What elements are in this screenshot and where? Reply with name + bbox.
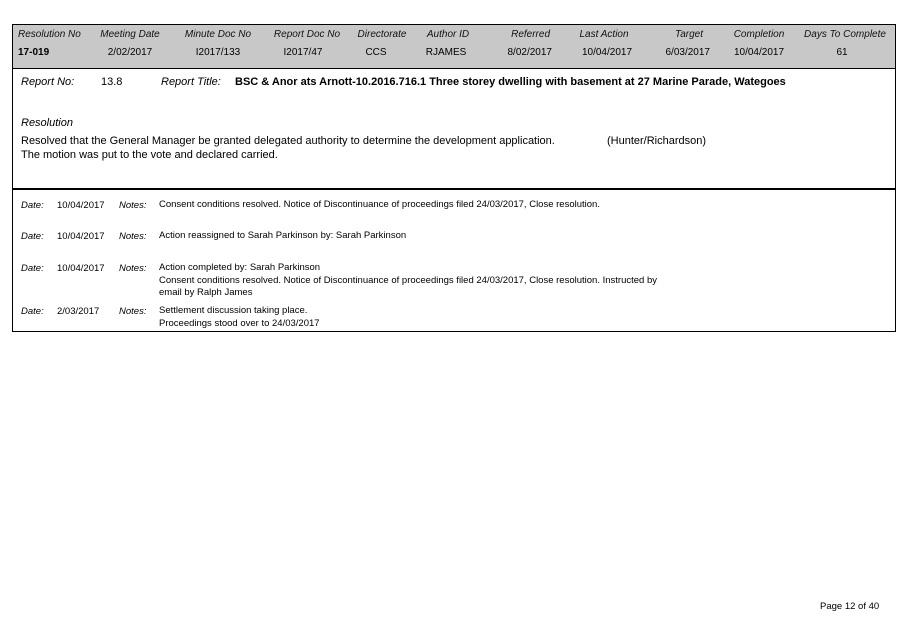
note-line: Action reassigned to Sarah Parkinson by: Sarah Parkinson: [159, 230, 407, 241]
days-to-complete-label: Days To Complete: [804, 29, 886, 40]
minute-doc-no-value: I2017/133: [195, 47, 241, 58]
notes-section: [12, 189, 896, 332]
note-notes-label: Notes:: [119, 263, 147, 274]
referred-label: Referred: [511, 29, 550, 40]
resolution-heading: Resolution: [21, 117, 73, 129]
note-date-label: Date:: [21, 200, 44, 211]
report-doc-no-label: Report Doc No: [273, 29, 341, 40]
note-line: email by Ralph James: [159, 287, 253, 298]
author-id-value: RJAMES: [425, 47, 467, 58]
note-notes-label: Notes:: [119, 306, 147, 317]
resolution-outcome: The motion was put to the vote and declared carried.: [21, 149, 278, 161]
directorate-value: CCS: [365, 47, 387, 58]
header-band: [12, 24, 896, 69]
target-value: 6/03/2017: [665, 47, 710, 58]
completion-label: Completion: [733, 29, 785, 40]
report-no-label: Report No:: [21, 76, 75, 88]
note-line: Action completed by: Sarah Parkinson: [159, 262, 321, 273]
note-line: Consent conditions resolved. Notice of Discontinuance of proceedings filed 24/03/2017, Close resolution.: [159, 199, 600, 210]
resolution-no-value: 17-019: [18, 47, 50, 58]
resolution-no-label: Resolution No: [18, 29, 81, 40]
note-notes-label: Notes:: [119, 231, 147, 242]
note-date-label: Date:: [21, 263, 44, 274]
note-notes-label: Notes:: [119, 200, 147, 211]
note-date: 10/04/2017: [57, 231, 105, 242]
directorate-label: Directorate: [357, 29, 407, 40]
target-label: Target: [675, 29, 703, 40]
report-title-label: Report Title:: [161, 76, 221, 88]
movers: (Hunter/Richardson): [607, 135, 707, 147]
note-date: 10/04/2017: [57, 263, 105, 274]
days-to-complete-value: 61: [836, 47, 848, 58]
referred-value: 8/02/2017: [507, 47, 552, 58]
minute-doc-no-label: Minute Doc No: [184, 29, 252, 40]
note-date-label: Date:: [21, 231, 44, 242]
note-line: Consent conditions resolved. Notice of Discontinuance of proceedings filed 24/03/2017, Close resolution. Instructed by: [159, 274, 657, 286]
note-date: 2/03/2017: [57, 306, 100, 317]
note-date-label: Date:: [21, 306, 44, 317]
report-doc-no-value: I2017/47: [283, 47, 323, 58]
resolution-text: Resolved that the General Manager be granted delegated authority to determine the development application.: [21, 135, 555, 147]
meeting-date-label: Meeting Date: [100, 29, 160, 40]
last-action-label: Last Action: [579, 29, 629, 40]
author-id-label: Author ID: [426, 29, 470, 40]
last-action-value: 10/04/2017: [581, 47, 633, 58]
report-title: BSC & Anor ats Arnott-10.2016.716.1 Three storey dwelling with basement at 27 Marine Parade, Wategoes: [235, 76, 786, 88]
page-number: Page 12 of 40: [820, 601, 880, 612]
report-no-value: 13.8: [101, 76, 123, 88]
report-section: [12, 69, 896, 189]
note-line: Proceedings stood over to 24/03/2017: [159, 317, 320, 329]
note-date: 10/04/2017: [57, 200, 105, 211]
completion-value: 10/04/2017: [733, 47, 785, 58]
note-line: Settlement discussion taking place.: [159, 305, 308, 316]
meeting-date-value: 2/02/2017: [107, 47, 153, 58]
